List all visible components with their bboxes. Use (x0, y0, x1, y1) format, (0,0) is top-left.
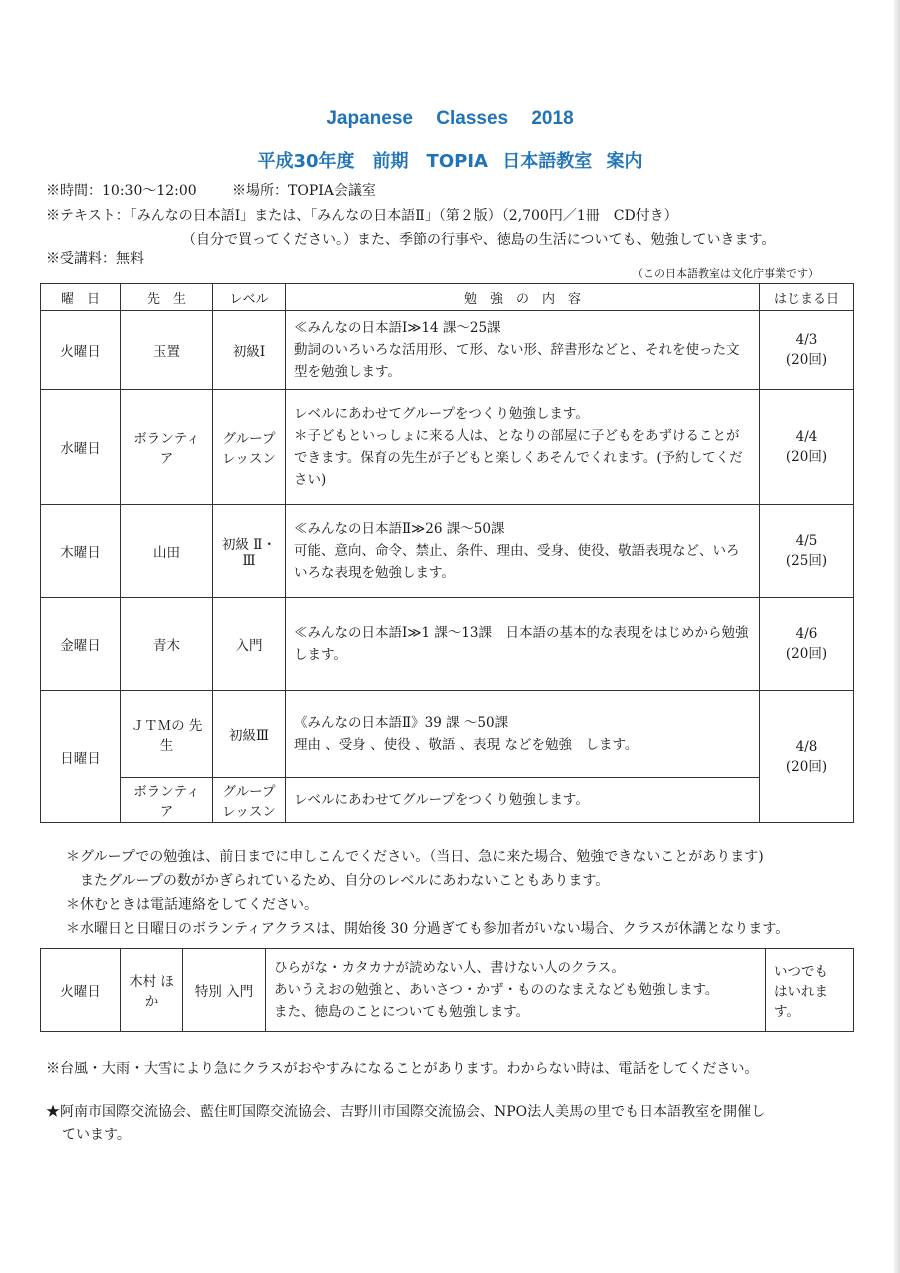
start-date: 4/5 (795, 533, 818, 549)
page-edge-shadow (894, 0, 900, 1273)
header-level: レベル (213, 284, 286, 311)
teacher-cell: 木村 ほか (121, 949, 183, 1032)
start-cell: いつでも はいれます。 (766, 949, 854, 1032)
content-line: ≪みんなの日本語Ⅰ≫14 課〜25課 (294, 320, 501, 336)
content-line: また、徳島のことについても勉強します。 (274, 1004, 530, 1020)
day-cell: 水曜日 (41, 390, 121, 505)
teacher-cell: ボランティア (121, 390, 213, 505)
place-info: ※場所：TOPIA会議室 (232, 183, 376, 199)
content-line: 《みんなの日本語Ⅱ》39 課 〜50課 (294, 715, 509, 731)
level-cell: グループ レッスン (213, 778, 286, 823)
table-row (41, 691, 854, 778)
note-line: ＊グループでの勉強は、前日までに申しこんでください。（当日、急に来た場合、勉強できないことがあります) (66, 849, 764, 865)
content-line: 理由 、受身 、使役 、敬語 、表現 などを勉強 します。 (294, 737, 639, 753)
level-cell: 初級Ⅰ (213, 311, 286, 390)
table-row (41, 505, 854, 598)
textbook-info: ※テキスト：「みんなの日本語Ⅰ」または、「みんなの日本語Ⅱ」（第２版）（2,700円／1冊 CD付き） (46, 208, 678, 224)
weather-notice: ※台風・大雨・大雪により急にクラスがおやすみになることがあります。わからない時は、電話をしてください。 (46, 1061, 759, 1077)
sponsor-note: （この日本語教室は文化庁事業です） (632, 267, 819, 280)
content-line: 可能、意向、命令、禁止、条件、理由、受身、使役、敬語表現など、いろいろな表現を勉強します。 (294, 543, 740, 581)
teacher-cell: ボランティア (121, 778, 213, 823)
content-cell (286, 598, 760, 691)
class-schedule-table (40, 283, 854, 823)
session-count: (20回) (785, 646, 828, 662)
level-cell: グループ レッスン (213, 390, 286, 505)
start-cell (760, 691, 854, 823)
content-line: ≪みんなの日本語Ⅰ≫1 課〜13課 日本語の基本的な表現をはじめから勉強します。 (294, 625, 749, 663)
session-count: (25回) (785, 553, 828, 569)
content-cell (286, 691, 760, 778)
special-class-table (40, 948, 854, 1032)
level-cell: 入門 (213, 598, 286, 691)
session-count: (20回) (785, 352, 828, 368)
other-venues-line: ★阿南市国際交流協会、藍住町国際交流協会、吉野川市国際交流協会、NPO法人美馬の里でも日本語教室を開催し (46, 1104, 766, 1120)
content-cell (286, 505, 760, 598)
start-date: 4/4 (795, 429, 818, 445)
day-cell: 金曜日 (41, 598, 121, 691)
note-line: ＊水曜日と日曜日のボランティアクラスは、開始後 30 分過ぎても参加者がいない場合、クラスが休講となります。 (66, 921, 790, 937)
session-count: (20回) (785, 449, 828, 465)
japanese-title: 平成30年度 前期 TOPIA 日本語教室 案内 (257, 151, 643, 172)
start-cell (760, 598, 854, 691)
day-cell: 火曜日 (41, 311, 121, 390)
english-title: Japanese Classes 2018 (326, 108, 574, 129)
textbook-note: （自分で買ってください。）また、季節の行事や、徳島の生活についても、勉強していきます。 (182, 232, 776, 248)
note-line: ＊休むときは電話連絡をしてください。 (66, 897, 318, 913)
start-cell (760, 390, 854, 505)
content-cell (286, 311, 760, 390)
content-line: ＊子どもといっしょに来る人は、となりの部屋に子どもをあずけることができます。保育の先生が子どもと楽しくあそんでくれます。(予約してください) (294, 428, 743, 488)
table-header-row (41, 284, 854, 311)
content-cell: レベルにあわせてグループをつくり勉強します。 (286, 778, 760, 823)
table-row (41, 311, 854, 390)
table-row (41, 598, 854, 691)
table-row (41, 778, 854, 823)
teacher-cell: 玉置 (121, 311, 213, 390)
time-info: ※時間：10:30〜12:00 (46, 183, 197, 199)
content-cell (266, 949, 766, 1032)
notes-block (66, 845, 789, 941)
content-cell (286, 390, 760, 505)
session-count: (20回) (785, 758, 828, 775)
start-cell (760, 505, 854, 598)
fee-info: ※受講料：無料 (46, 251, 144, 267)
start-date: 4/3 (795, 332, 818, 348)
content-line: 動詞のいろいろな活用形、て形、ない形、辞書形などと、それを使った文型を勉強します。 (294, 342, 740, 380)
table-row (41, 949, 854, 1032)
note-line: またグループの数がかぎられているため、自分のレベルにあわないこともあります。 (80, 873, 610, 889)
header-start-date: はじまる日 (760, 284, 854, 311)
header-content: 勉 強 の 内 容 (286, 284, 760, 311)
level-cell: 初級 Ⅱ・Ⅲ (213, 505, 286, 598)
header-teacher: 先 生 (121, 284, 213, 311)
header-day: 曜 日 (41, 284, 121, 311)
day-cell: 日曜日 (41, 691, 121, 823)
content-line: レベルにあわせてグループをつくり勉強します。 (294, 406, 589, 422)
teacher-cell: 青木 (121, 598, 213, 691)
table-row (41, 390, 854, 505)
teacher-cell: ＪＴＭの 先生 (121, 691, 213, 778)
start-date: 4/8 (795, 738, 818, 755)
content-line: ≪みんなの日本語Ⅱ≫26 課〜50課 (294, 521, 505, 537)
day-cell: 火曜日 (41, 949, 121, 1032)
content-line: ひらがな・カタカナが読めない人、書けない人のクラス。 (274, 960, 625, 976)
teacher-cell: 山田 (121, 505, 213, 598)
other-venues-line: ています。 (62, 1127, 131, 1143)
day-cell: 木曜日 (41, 505, 121, 598)
content-line: あいうえおの勉強と、あいさつ・かず・もののなまえなども勉強します。 (274, 982, 719, 998)
start-date: 4/6 (795, 626, 818, 642)
start-cell (760, 311, 854, 390)
level-cell: 初級Ⅲ (213, 691, 286, 778)
level-cell: 特別 入門 (183, 949, 266, 1032)
